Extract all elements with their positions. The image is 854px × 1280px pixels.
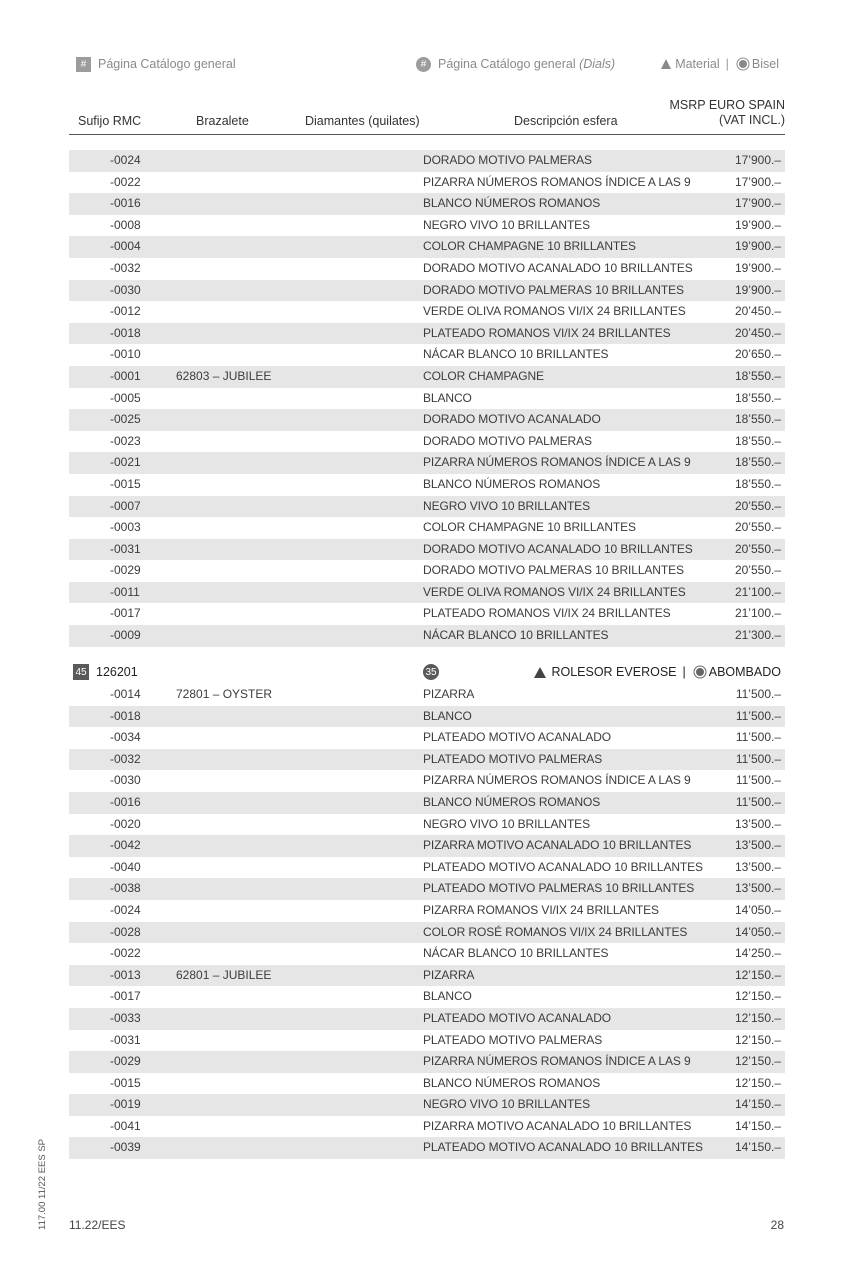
- table-row: [69, 474, 785, 496]
- row-dial-description: PIZARRA NÚMEROS ROMANOS ÍNDICE A LAS 9: [423, 455, 691, 470]
- row-price: 18’550.–: [734, 476, 781, 491]
- table-row: [69, 625, 785, 647]
- row-price: 13’500.–: [734, 816, 781, 831]
- table-row: [69, 560, 785, 582]
- col-msrp-line1: MSRP EURO SPAIN: [669, 98, 785, 112]
- row-suffix: -0017: [110, 989, 141, 1004]
- col-msrp: [669, 98, 785, 128]
- table-row: [69, 835, 785, 857]
- row-price: 20’650.–: [734, 347, 781, 362]
- row-suffix: -0023: [110, 433, 141, 448]
- row-dial-description: NÁCAR BLANCO 10 BRILLANTES: [423, 628, 609, 643]
- table-row: [69, 727, 785, 749]
- table-row: [69, 172, 785, 194]
- row-price: 21’100.–: [734, 584, 781, 599]
- row-dial-description: DORADO MOTIVO ACANALADO 10 BRILLANTES: [423, 541, 693, 556]
- row-suffix: -0018: [110, 708, 141, 723]
- row-price: 20’550.–: [734, 498, 781, 513]
- table-row: [69, 706, 785, 728]
- row-dial-description: PLATEADO MOTIVO PALMERAS 10 BRILLANTES: [423, 881, 695, 896]
- row-dial-description: BLANCO: [423, 708, 472, 723]
- col-diamonds: Diamantes (quilates): [305, 114, 420, 128]
- table-row: [69, 452, 785, 474]
- hash-circle-icon: #: [416, 57, 431, 72]
- row-price: 11’500.–: [735, 773, 781, 788]
- table-row: [69, 215, 785, 237]
- row-dial-description: VERDE OLIVA ROMANOS VI/IX 24 BRILLANTES: [423, 584, 686, 599]
- col-msrp-line2: (VAT INCL.): [719, 113, 785, 127]
- legend-dials-page: [416, 55, 615, 73]
- col-suffix: Sufijo RMC: [78, 114, 142, 128]
- table-row: [69, 943, 785, 965]
- row-price: 18’550.–: [734, 368, 781, 383]
- row-suffix: -0041: [110, 1118, 141, 1133]
- row-dial-description: BLANCO: [423, 390, 472, 405]
- page-badge: 45: [73, 664, 89, 680]
- model-group-header: [69, 662, 785, 683]
- row-suffix: -0020: [110, 816, 141, 831]
- material-bezel-info: [534, 664, 781, 680]
- row-price: 14’050.–: [734, 924, 781, 939]
- col-bracelet: Brazalete: [196, 114, 249, 128]
- row-suffix: -0034: [110, 730, 141, 745]
- row-price: 13’500.–: [734, 838, 781, 853]
- row-suffix: -0019: [110, 1097, 141, 1112]
- row-suffix: -0022: [110, 946, 141, 961]
- row-suffix: -0030: [110, 282, 141, 297]
- bezel-bullseye-icon: [739, 60, 747, 68]
- row-price: 12’150.–: [734, 967, 781, 982]
- row-price: 11’500.–: [735, 794, 781, 809]
- table-row: [69, 603, 785, 625]
- row-dial-description: PLATEADO MOTIVO ACANALADO 10 BRILLANTES: [423, 1140, 703, 1155]
- document-code: 117.00 11/22 EES SP: [37, 1138, 48, 1230]
- row-price: 12’150.–: [734, 1075, 781, 1090]
- row-price: 12’150.–: [734, 1054, 781, 1069]
- row-dial-description: NEGRO VIVO 10 BRILLANTES: [423, 816, 590, 831]
- row-suffix: -0040: [110, 859, 141, 874]
- table-row: [69, 496, 785, 518]
- row-price: 14’150.–: [734, 1097, 781, 1112]
- row-suffix: -0016: [110, 794, 141, 809]
- legend-separator: |: [725, 57, 729, 71]
- row-dial-description: DORADO MOTIVO PALMERAS 10 BRILLANTES: [423, 282, 684, 297]
- row-price: 13’500.–: [734, 881, 781, 896]
- row-dial-description: NÁCAR BLANCO 10 BRILLANTES: [423, 347, 609, 362]
- row-dial-description: PIZARRA NÚMEROS ROMANOS ÍNDICE A LAS 9: [423, 174, 691, 189]
- row-suffix: -0009: [110, 628, 141, 643]
- table-row: [69, 1116, 785, 1138]
- row-dial-description: PIZARRA NÚMEROS ROMANOS ÍNDICE A LAS 9: [423, 773, 691, 788]
- table-row: [69, 517, 785, 539]
- row-dial-description: COLOR CHAMPAGNE: [423, 368, 544, 383]
- table-row: [69, 388, 785, 410]
- table-row: [69, 582, 785, 604]
- row-dial-description: PIZARRA MOTIVO ACANALADO 10 BRILLANTES: [423, 838, 692, 853]
- legend-dials-italic: (Dials): [579, 57, 616, 71]
- row-price: 12’150.–: [734, 1010, 781, 1025]
- legend-material-bezel: [661, 55, 779, 73]
- row-price: 19’900.–: [734, 260, 781, 275]
- table-row: [69, 857, 785, 879]
- table-row: [69, 431, 785, 453]
- row-dial-description: PIZARRA: [423, 687, 475, 701]
- row-price: 18’550.–: [734, 433, 781, 448]
- row-dial-description: BLANCO NÚMEROS ROMANOS: [423, 196, 601, 211]
- row-dial-description: PLATEADO MOTIVO PALMERAS: [423, 751, 603, 766]
- row-price: 18’550.–: [734, 412, 781, 427]
- row-dial-description: DORADO MOTIVO PALMERAS: [423, 153, 592, 167]
- table-row: [69, 1051, 785, 1073]
- row-suffix: -0018: [110, 325, 141, 340]
- table-row: [69, 965, 785, 987]
- row-suffix: -0042: [110, 838, 141, 853]
- table-row: [69, 1073, 785, 1095]
- row-dial-description: DORADO MOTIVO ACANALADO: [423, 412, 601, 427]
- table-row: [69, 258, 785, 280]
- dial-page-badge: 35: [423, 664, 439, 680]
- row-suffix: -0025: [110, 412, 141, 427]
- row-suffix: -0039: [110, 1140, 141, 1155]
- row-bracelet: 72801 – OYSTER: [176, 687, 273, 701]
- row-price: 19’900.–: [734, 239, 781, 254]
- price-table-top: [69, 150, 785, 647]
- group-material: ROLESOR EVEROSE: [551, 665, 677, 679]
- row-price: 19’900.–: [734, 217, 781, 232]
- row-price: 17’900.–: [734, 153, 781, 167]
- table-row: [69, 280, 785, 302]
- table-row: [69, 1094, 785, 1116]
- row-suffix: -0015: [110, 476, 141, 491]
- page-number: 28: [770, 1218, 784, 1232]
- table-row: [69, 150, 785, 172]
- row-suffix: -0017: [110, 606, 141, 621]
- table-row: [69, 301, 785, 323]
- row-price: 20’450.–: [734, 304, 781, 319]
- row-price: 14’150.–: [734, 1140, 781, 1155]
- row-price: 14’250.–: [734, 946, 781, 961]
- row-suffix: -0024: [110, 902, 141, 917]
- row-price: 11’500.–: [735, 687, 781, 701]
- row-suffix: -0008: [110, 217, 141, 232]
- row-dial-description: PLATEADO ROMANOS VI/IX 24 BRILLANTES: [423, 325, 671, 340]
- row-price: 21’100.–: [734, 606, 781, 621]
- legend-catalog-page: [76, 55, 236, 73]
- row-dial-description: NEGRO VIVO 10 BRILLANTES: [423, 498, 590, 513]
- table-row: [69, 814, 785, 836]
- row-suffix: -0029: [110, 1054, 141, 1069]
- row-suffix: -0029: [110, 563, 141, 578]
- row-dial-description: PIZARRA ROMANOS VI/IX 24 BRILLANTES: [423, 902, 659, 917]
- footer-edition: 11.22/EES: [69, 1218, 126, 1232]
- row-dial-description: PIZARRA MOTIVO ACANALADO 10 BRILLANTES: [423, 1118, 692, 1133]
- row-bracelet: 62801 – JUBILEE: [176, 967, 272, 982]
- row-suffix: -0004: [110, 239, 141, 254]
- row-bracelet: 62803 – JUBILEE: [176, 368, 272, 383]
- table-row: [69, 792, 785, 814]
- row-suffix: -0022: [110, 174, 141, 189]
- row-price: 18’550.–: [734, 390, 781, 405]
- row-suffix: -0015: [110, 1075, 141, 1090]
- row-dial-description: COLOR ROSÉ ROMANOS VI/IX 24 BRILLANTES: [423, 924, 688, 939]
- row-dial-description: PLATEADO MOTIVO ACANALADO: [423, 730, 611, 745]
- table-row: [69, 366, 785, 388]
- row-price: 17’900.–: [734, 174, 781, 189]
- row-dial-description: PLATEADO MOTIVO ACANALADO: [423, 1010, 611, 1025]
- row-suffix: -0012: [110, 304, 141, 319]
- row-price: 20’550.–: [734, 563, 781, 578]
- row-suffix: -0003: [110, 520, 141, 535]
- table-row: [69, 193, 785, 215]
- bezel-bullseye-icon: [696, 668, 704, 676]
- hash-square-icon: #: [76, 57, 91, 72]
- row-price: 11’500.–: [735, 730, 781, 745]
- row-price: 11’500.–: [735, 751, 781, 766]
- price-table-bottom: [69, 684, 785, 1159]
- row-price: 20’550.–: [734, 520, 781, 535]
- row-suffix: -0011: [110, 584, 140, 599]
- row-dial-description: COLOR CHAMPAGNE 10 BRILLANTES: [423, 239, 636, 254]
- row-dial-description: NÁCAR BLANCO 10 BRILLANTES: [423, 946, 609, 961]
- row-suffix: -0024: [110, 153, 141, 167]
- row-suffix: -0031: [110, 1032, 141, 1047]
- row-suffix: -0038: [110, 881, 141, 896]
- column-header: [69, 93, 785, 135]
- row-price: 14’050.–: [734, 902, 781, 917]
- row-price: 17’900.–: [734, 196, 781, 211]
- material-triangle-icon: [534, 667, 546, 678]
- row-suffix: -0032: [110, 260, 141, 275]
- row-price: 12’150.–: [734, 989, 781, 1004]
- row-suffix: -0005: [110, 390, 141, 405]
- row-suffix: -0007: [110, 498, 141, 513]
- row-suffix: -0030: [110, 773, 141, 788]
- row-suffix: -0028: [110, 924, 141, 939]
- row-price: 14’150.–: [734, 1118, 781, 1133]
- row-price: 18’550.–: [734, 455, 781, 470]
- row-dial-description: PIZARRA: [423, 967, 475, 982]
- group-separator: |: [682, 665, 686, 679]
- col-dial: Descripción esfera: [514, 114, 618, 128]
- table-row: [69, 1137, 785, 1159]
- row-dial-description: DORADO MOTIVO PALMERAS 10 BRILLANTES: [423, 563, 684, 578]
- table-row: [69, 1030, 785, 1052]
- row-dial-description: PLATEADO MOTIVO PALMERAS: [423, 1032, 603, 1047]
- row-suffix: -0021: [110, 455, 141, 470]
- row-dial-description: BLANCO NÚMEROS ROMANOS: [423, 476, 601, 491]
- table-row: [69, 1008, 785, 1030]
- row-price: 13’500.–: [734, 859, 781, 874]
- row-suffix: -0013: [110, 967, 141, 982]
- row-dial-description: PLATEADO MOTIVO ACANALADO 10 BRILLANTES: [423, 859, 703, 874]
- legend-catalog-label: Página Catálogo general: [98, 57, 236, 71]
- row-dial-description: DORADO MOTIVO ACANALADO 10 BRILLANTES: [423, 260, 693, 275]
- row-dial-description: DORADO MOTIVO PALMERAS: [423, 433, 592, 448]
- table-row: [69, 922, 785, 944]
- row-suffix: -0031: [110, 541, 141, 556]
- row-suffix: -0010: [110, 347, 141, 362]
- row-suffix: -0033: [110, 1010, 141, 1025]
- material-triangle-icon: [661, 59, 671, 69]
- row-dial-description: NEGRO VIVO 10 BRILLANTES: [423, 217, 590, 232]
- row-price: 11’500.–: [735, 708, 781, 723]
- row-price: 20’550.–: [734, 541, 781, 556]
- model-reference: 126201: [96, 665, 138, 679]
- row-suffix: -0014: [110, 687, 141, 701]
- row-dial-description: BLANCO: [423, 989, 472, 1004]
- row-dial-description: BLANCO NÚMEROS ROMANOS: [423, 1075, 601, 1090]
- row-suffix: -0016: [110, 196, 141, 211]
- row-suffix: -0001: [110, 368, 141, 383]
- row-dial-description: PLATEADO ROMANOS VI/IX 24 BRILLANTES: [423, 606, 671, 621]
- table-row: [69, 344, 785, 366]
- legend-dials-label: Página Catálogo general: [438, 57, 576, 71]
- table-row: [69, 684, 785, 706]
- row-dial-description: NEGRO VIVO 10 BRILLANTES: [423, 1097, 590, 1112]
- table-row: [69, 878, 785, 900]
- table-row: [69, 323, 785, 345]
- table-row: [69, 900, 785, 922]
- table-row: [69, 539, 785, 561]
- table-row: [69, 749, 785, 771]
- row-dial-description: COLOR CHAMPAGNE 10 BRILLANTES: [423, 520, 636, 535]
- row-dial-description: BLANCO NÚMEROS ROMANOS: [423, 794, 601, 809]
- row-price: 12’150.–: [734, 1032, 781, 1047]
- row-dial-description: VERDE OLIVA ROMANOS VI/IX 24 BRILLANTES: [423, 304, 686, 319]
- table-row: [69, 986, 785, 1008]
- row-price: 20’450.–: [734, 325, 781, 340]
- row-price: 21’300.–: [734, 628, 781, 643]
- legend-bezel: Bisel: [751, 57, 779, 71]
- table-row: [69, 409, 785, 431]
- group-bezel: ABOMBADO: [708, 665, 781, 679]
- row-dial-description: PIZARRA NÚMEROS ROMANOS ÍNDICE A LAS 9: [423, 1054, 691, 1069]
- row-suffix: -0032: [110, 751, 141, 766]
- table-row: [69, 770, 785, 792]
- legend-material: Material: [675, 57, 720, 71]
- table-row: [69, 236, 785, 258]
- row-price: 19’900.–: [734, 282, 781, 297]
